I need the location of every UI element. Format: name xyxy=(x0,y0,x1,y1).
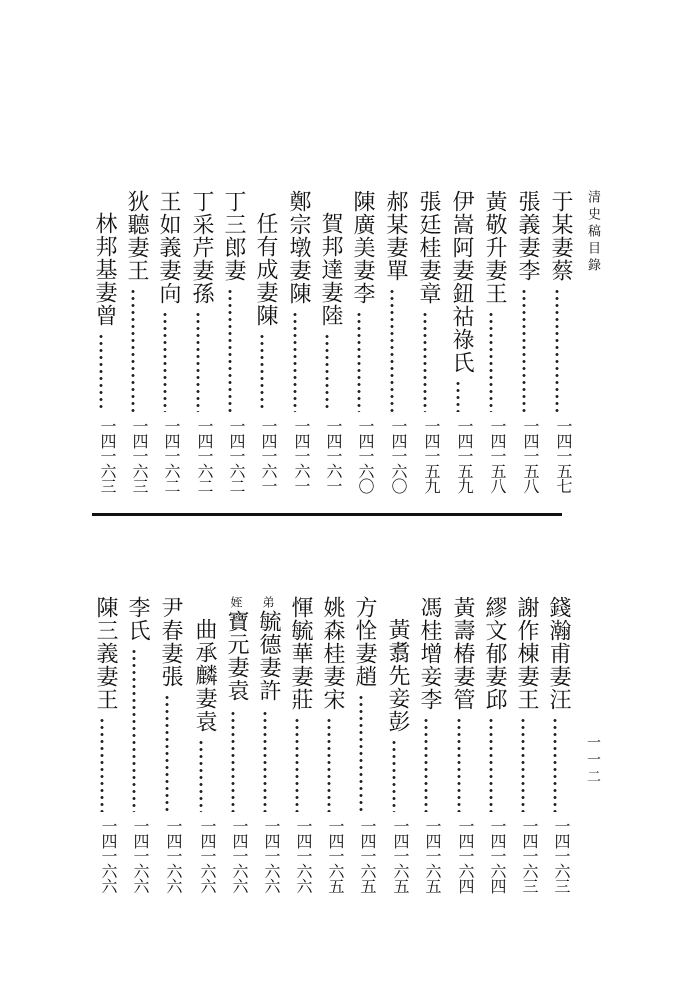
entry-name: 丁三郎妻 xyxy=(221,190,246,282)
entry-page-number: 一四一六六 xyxy=(198,818,217,893)
book-header: 清史稿目錄 xyxy=(585,190,600,275)
entry-name: 伊嵩阿妻鈕祜祿氏 xyxy=(449,190,474,374)
leader-dots xyxy=(100,717,104,812)
leader-dots xyxy=(553,717,557,812)
leader-dots xyxy=(359,694,363,812)
leader-dots xyxy=(325,333,329,412)
leader-dots xyxy=(196,311,200,412)
entry-name: 丁采芹妻孫 xyxy=(189,190,214,305)
entry-page-number: 一四一六六 xyxy=(131,818,150,893)
section-divider xyxy=(92,513,562,516)
entry-name: 惲毓華妻莊 xyxy=(288,596,313,711)
leader-dots xyxy=(228,288,232,412)
leader-dots xyxy=(489,717,493,812)
entry-name: 馮桂增妾李 xyxy=(417,596,442,711)
leader-dots xyxy=(99,333,103,412)
entry-name: 郝某妻單 xyxy=(383,190,408,282)
leader-dots xyxy=(199,739,203,812)
entry-page-number: 一四一六三 xyxy=(98,418,117,493)
entry-name: 黃翥先妾彭 xyxy=(385,618,410,733)
entry-page-number: 一四一六二 xyxy=(162,418,181,493)
entry-page-number: 一四一六三 xyxy=(520,818,539,893)
entry-page-number: 一四一五九 xyxy=(455,418,474,493)
entry-page-number: 一四一五八 xyxy=(521,418,540,493)
entry-page-number: 一四一六〇 xyxy=(356,418,375,493)
entry-name: 寶元妻袁 xyxy=(224,610,249,702)
entry-page-number: 一四一六三 xyxy=(130,418,149,493)
entry-page-number: 一四一六六 xyxy=(99,818,118,893)
entry-name: 毓德妻許 xyxy=(256,610,281,702)
entry-page-number: 一四一六四 xyxy=(488,818,507,893)
entry-name: 張義妻李 xyxy=(515,190,540,282)
entry-page-number: 一四一五八 xyxy=(488,418,507,493)
leader-dots xyxy=(295,717,299,812)
leader-dots xyxy=(327,717,331,812)
entry-name: 陳三義妻王 xyxy=(93,596,118,711)
entry-name: 王如義妻向 xyxy=(156,190,181,305)
leader-dots xyxy=(392,739,396,812)
entry-page-number: 一四一六六 xyxy=(262,818,281,893)
entry-name: 狄聽妻王 xyxy=(124,190,149,282)
leader-dots xyxy=(489,311,493,412)
leader-dots xyxy=(293,311,297,412)
entry-page-number: 一四一六六 xyxy=(230,818,249,893)
page-number: 一一二 xyxy=(585,735,601,786)
entry-name: 曲承麟妻袁 xyxy=(192,618,217,733)
leader-dots xyxy=(263,710,267,812)
leader-dots xyxy=(163,311,167,412)
entry-page-number: 一四一六一 xyxy=(259,418,278,493)
leader-dots xyxy=(456,380,460,412)
entry-name: 黃壽椿妻管 xyxy=(450,596,475,711)
entry-page-number: 一四一六六 xyxy=(294,818,313,893)
entry-page-number: 一四一六五 xyxy=(423,818,442,893)
leader-dots xyxy=(260,333,264,412)
leader-dots xyxy=(231,710,235,812)
entry-page-number: 一四一六三 xyxy=(552,818,571,893)
entry-page-number: 一四一五七 xyxy=(554,418,573,493)
entry-page-number: 一四一六五 xyxy=(391,818,410,893)
toc-entry xyxy=(444,190,472,513)
entry-name: 謝作棟妻王 xyxy=(514,596,539,711)
leader-dots xyxy=(390,288,394,412)
leader-dots xyxy=(165,694,169,812)
entry-page-number: 一四一六四 xyxy=(456,818,475,893)
leader-dots xyxy=(132,648,136,812)
leader-dots xyxy=(522,288,526,412)
entry-name: 錢瀚甫妻汪 xyxy=(546,596,571,711)
entry-page-number: 一四一六五 xyxy=(326,818,345,893)
entry-relation-note: 姪 xyxy=(229,596,243,608)
entry-name: 尹春妻張 xyxy=(158,596,183,688)
entry-page-number: 一四一六二 xyxy=(227,418,246,493)
entry-name: 黃敬升妻王 xyxy=(482,190,507,305)
entry-name: 鄭宗墩妻陳 xyxy=(286,190,311,305)
entry-name: 姚森桂妻宋 xyxy=(320,596,345,711)
entry-page-number: 一四一六一 xyxy=(324,418,343,493)
entry-name: 林邦基妻曾 xyxy=(92,212,117,327)
leader-dots xyxy=(357,311,361,412)
entry-name: 李氏 xyxy=(125,596,150,642)
entry-name: 陳廣美妻李 xyxy=(350,190,375,305)
entry-name: 繆文郁妻邱 xyxy=(482,596,507,711)
entry-page-number: 一四一六六 xyxy=(164,818,183,893)
leader-dots xyxy=(131,288,135,412)
leader-dots xyxy=(424,717,428,812)
entry-page-number: 一四一六五 xyxy=(358,818,377,893)
entry-name: 方恮妻趙 xyxy=(352,596,377,688)
entry-page-number: 一四一六一 xyxy=(292,418,311,493)
entry-page-number: 一四一五九 xyxy=(422,418,441,493)
entry-relation-note: 弟 xyxy=(261,596,275,608)
leader-dots xyxy=(457,717,461,812)
leader-dots xyxy=(521,717,525,812)
entry-name: 張廷桂妻章 xyxy=(416,190,441,305)
entry-name: 于某妻蔡 xyxy=(548,190,573,282)
entry-page-number: 一四一六二 xyxy=(195,418,214,493)
leader-dots xyxy=(555,288,559,412)
leader-dots xyxy=(423,311,427,412)
entry-name: 任有成妻陳 xyxy=(253,212,278,327)
entry-page-number: 一四一六〇 xyxy=(389,418,408,493)
entry-name: 賀邦達妻陸 xyxy=(318,212,343,327)
